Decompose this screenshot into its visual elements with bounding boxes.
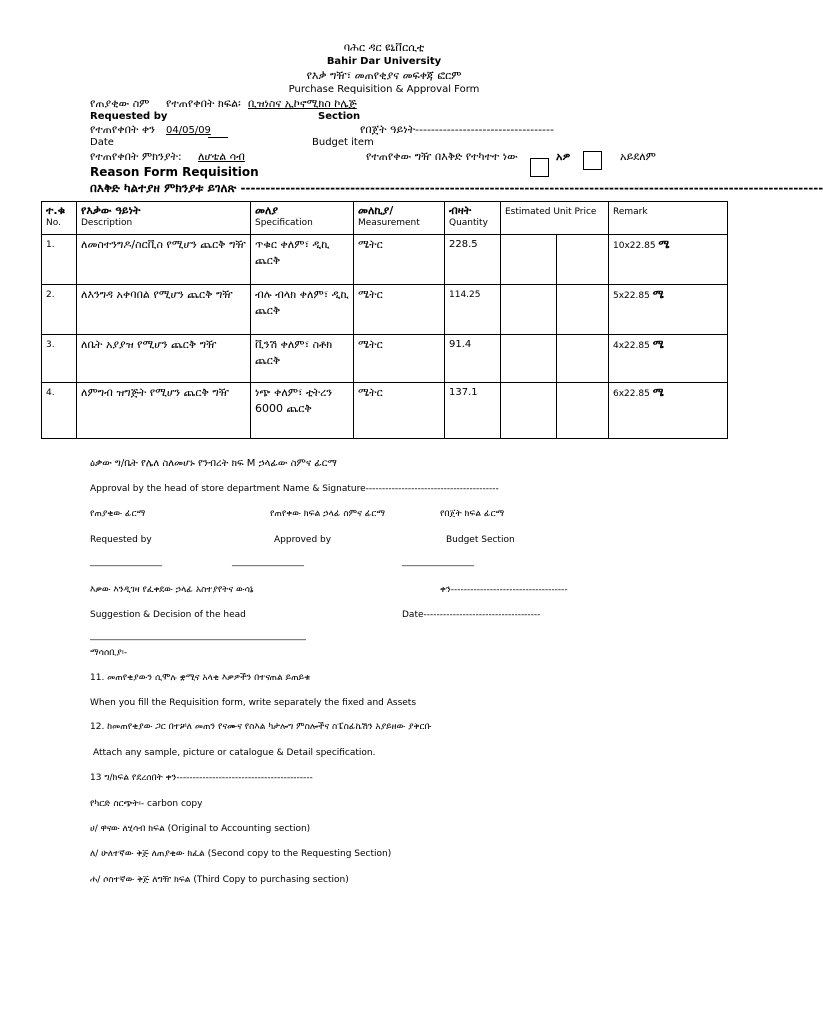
header-description: የእቃው ዓይነት Description xyxy=(77,202,251,235)
row-measurement: ሜትር xyxy=(354,235,445,285)
row-number: 1. xyxy=(42,235,77,285)
notes-title: ማሳሰቢያ፡- xyxy=(90,648,128,658)
form-title-english: Purchase Requisition & Approval Form xyxy=(288,84,480,95)
planned-question: የተጠየቀው ግዥ በእቅድ የተካተተ ነው xyxy=(366,150,518,163)
row-number: 3. xyxy=(42,335,77,383)
requester-signature-line[interactable]: ________________ xyxy=(90,557,162,567)
unplanned-reason-field[interactable]: በእቅድ ካልተያዘ ምክንያቱ ይገለጽ --------------------------------------------------------------------------------------------------------------------- xyxy=(90,181,823,195)
decision-date-label-en[interactable]: Date------------------------------------ xyxy=(402,610,541,620)
note-12-am: 12. ከመጠየቂያው ጋር በተቻለ መጠን የናሙና የስእል ካታሎግ ምስሎችና ስፔስፊኬሽን አያይዘው ያቅርቡ xyxy=(90,722,432,732)
row-quantity: 137.1 xyxy=(445,383,501,439)
row-quantity: 114.25 xyxy=(445,285,501,335)
header-no: ተ.ቁ No. xyxy=(42,202,77,235)
row-description: ለምግብ ዝግጅት የሚሆን ጨርቅ ግዥ xyxy=(77,383,251,439)
row-total[interactable] xyxy=(557,285,609,335)
row-total[interactable] xyxy=(557,235,609,285)
budget-signature-label-en: Budget Section xyxy=(446,535,515,545)
row-quantity: 91.4 xyxy=(445,335,501,383)
row-remark: 5x22.85 ሜ xyxy=(609,285,728,335)
note-11-am: 11. መጠየቂያውን ሲሞሉ ቋሚና አላቂ እቃዎችን በተናጠል ይጠይቁ xyxy=(90,673,311,683)
date-label-en: Date xyxy=(90,137,114,148)
row-measurement: ሜትር xyxy=(354,383,445,439)
table-row xyxy=(42,235,728,285)
head-decision-label-am: እቃው እንዲገዛ የፈቀደው ኃላፊ አስተያየትና ውሳኔ xyxy=(90,585,254,595)
store-head-approval-en[interactable]: Approval by the head of store department Name & Signature----------------------------------------- xyxy=(90,484,499,494)
yes-label: አዎ xyxy=(556,150,571,163)
section-value: ቢዝነስና ኢኮኖሚክስ ኮሌጅ xyxy=(248,97,357,110)
row-description: ለእንግዳ አቀባበል የሚሆን ጨርቅ ግዥ xyxy=(77,285,251,335)
header-remark: Remark xyxy=(609,202,728,235)
row-unit-price[interactable] xyxy=(501,335,557,383)
row-unit-price[interactable] xyxy=(501,235,557,285)
budget-item-label-am: የበጀት ዓይነት----------------------------------- xyxy=(360,123,554,136)
row-description: ለመስተንግዶ/ስርቪስ የሚሆን ጨርቅ ግዥ xyxy=(77,235,251,285)
section-label-am: የተጠየቀበት ክፍል፡ xyxy=(166,97,241,110)
reason-form-label: Reason Form Requisition xyxy=(90,165,259,179)
items-table xyxy=(41,201,728,439)
budget-signature-label-am: የበጀት ክፍል ፊርማ xyxy=(440,509,505,519)
row-unit-price[interactable] xyxy=(501,383,557,439)
approver-signature-label-en: Approved by xyxy=(274,535,332,545)
no-checkbox[interactable] xyxy=(583,151,602,170)
table-header-row xyxy=(42,202,728,235)
row-specification: ብሉ ብላክ ቀለም፣ ዲኪ ጨርቅ xyxy=(251,285,354,335)
copy-distribution-2: ለ/ ሁለተኛው ቅጅ ለጠያቂው ክፈል (Second copy to the Requesting Section) xyxy=(90,849,392,859)
row-total[interactable] xyxy=(557,383,609,439)
decision-date-label-am[interactable]: ቀን------------------------------------ xyxy=(440,585,568,595)
university-name-amharic: ባሕር ዳር ዩኒቨርሲቲ xyxy=(343,41,425,54)
head-decision-label-en: Suggestion & Decision of the head xyxy=(90,610,246,620)
table-row xyxy=(42,335,728,383)
date-underline xyxy=(208,137,228,138)
no-label: አይደለም xyxy=(620,150,656,163)
approver-signature-line[interactable]: ________________ xyxy=(232,557,304,567)
note-11-en: When you fill the Requisition form, write separately the fixed and Assets xyxy=(90,698,417,708)
header-unit-price: Estimated Unit Price xyxy=(501,202,609,235)
budget-signature-line[interactable]: ________________ xyxy=(402,557,474,567)
row-remark: 4x22.85 ሜ xyxy=(609,335,728,383)
section-label-en: Section xyxy=(318,111,361,122)
approver-signature-label-am: የጠየቀው ክፍል ኃላፊ ስምና ፊርማ xyxy=(270,509,386,519)
row-remark: 6x22.85 ሜ xyxy=(609,383,728,439)
requester-signature-label-en: Requested by xyxy=(90,535,152,545)
copy-distribution-1: ሀ/ ዋናው ለሂሳብ ክፍል (Original to Accounting section) xyxy=(90,824,311,834)
requester-signature-label-am: የጠያቂው ፊርማ xyxy=(90,509,146,519)
carbon-copy-title: የካርድ ስርጭት፡- carbon copy xyxy=(90,799,203,809)
row-number: 4. xyxy=(42,383,77,439)
store-head-approval-am: ዕቃው ግ/ቤት የሌለ ስለመሆኑ የንብረት ክፍ M ኃላፊው ስምና ፊርማ xyxy=(90,458,337,469)
row-specification: ቪንሽ ቀለም፣ ስቶክ ጨርቅ xyxy=(251,335,354,383)
note-13[interactable]: 13 ግ/ክፍል የደረሰበት ቀን------------------------------------------ xyxy=(90,773,313,783)
row-quantity: 228.5 xyxy=(445,235,501,285)
date-value: 04/05/09 xyxy=(166,125,211,136)
requested-by-label-am: የጠያቂው ስም xyxy=(90,97,150,110)
requested-by-label-en: Requested by xyxy=(90,111,168,122)
row-measurement: ሜትር xyxy=(354,285,445,335)
row-description: ለቤት አያያዝ የሚሆን ጨርቅ ግዥ xyxy=(77,335,251,383)
header-measurement: መለኪያ/ Measurement xyxy=(354,202,445,235)
row-number: 2. xyxy=(42,285,77,335)
decision-line[interactable]: ________________________________________________ xyxy=(90,631,306,641)
row-specification: ጥቁር ቀለም፣ ዲኪ ጨርቅ xyxy=(251,235,354,285)
row-total[interactable] xyxy=(557,335,609,383)
table-row xyxy=(42,383,728,439)
copy-distribution-3: ሐ/ ሶስተኛው ቅጅ ለግዥ ክፍል (Third Copy to purchasing section) xyxy=(90,875,349,885)
form-title-amharic: የእቃ ግዥ፣ መጠየቂያና መፍቀጃ ፎርም xyxy=(306,69,462,82)
date-label-am: የተጠየቀበት ቀን xyxy=(90,123,156,136)
note-12-en: Attach any sample, picture or catalogue & Detail specification. xyxy=(93,748,376,758)
yes-checkbox[interactable] xyxy=(530,158,549,177)
row-remark: 10x22.85 ሜ xyxy=(609,235,728,285)
row-unit-price[interactable] xyxy=(501,285,557,335)
budget-item-label-en: Budget item xyxy=(312,137,374,148)
university-name-english: Bahir Dar University xyxy=(326,56,442,67)
header-quantity: ብዛት Quantity xyxy=(445,202,501,235)
reason-label-am: የተጠየቀበት ምክንያት: xyxy=(90,150,182,163)
row-measurement: ሜትር xyxy=(354,335,445,383)
header-specification: መለያ Specification xyxy=(251,202,354,235)
reason-value: ለሆቴል ሳብ xyxy=(198,150,245,163)
table-row xyxy=(42,285,728,335)
row-specification: ነጭ ቀለም፣ ቲትረን 6000 ጨርቅ xyxy=(251,383,354,439)
